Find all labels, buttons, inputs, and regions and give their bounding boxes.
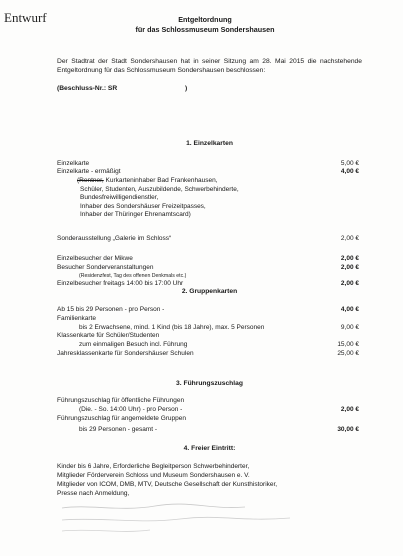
row-label: zum einmaligen Besuch incl. Führung [79,341,188,348]
document-subtitle: für das Schlossmuseum Sondershausen [135,25,275,34]
section-heading-einzelkarten: 1. Einzelkarten [186,140,233,147]
row-label: Jahresklassenkarte für Sondershäuser Schulen [57,350,194,357]
row-label: Führungszuschlag für öffentliche Führungen [57,397,185,404]
row-label: bis 29 Personen - gesamt - [79,426,158,433]
row-label [77,177,218,186]
row-label: Klassenkarte für Schüler/Studenten [57,332,160,339]
row-note: (Residenzfest, Tag des offenen Denkmals etc.) [79,273,187,279]
list-item: Kinder bis 6 Jahre, Erforderliche Begleitperson Schwerbehinderter, [57,463,250,470]
row-price: 2,00 € [340,235,359,242]
freier-eintritt-list [57,462,362,498]
row-label: Schüler, Studenten, Auszubildende, Schwerbehinderte, [80,185,239,193]
section-heading-fuehrungszuschlag: 3. Führungszuschlag [176,380,243,387]
resolution-label: (Beschluss-Nr.: SR [57,85,118,92]
row-price: 2,00 € [340,263,359,271]
intro-paragraph: Der Stadtrat der Stadt Sondershausen hat in seiner Sitzung am 28. Mai 2015 die nachstehende Entgeltordnung für das Schlossmuseum Sondershausen beschlossen: [57,58,362,74]
struck-text: (Rentner, [77,177,104,184]
row-price: 30,00 € [337,426,359,433]
row-label: Einzelkarte - ermäßigt [57,168,121,175]
row-price: 2,00 € [340,406,359,413]
row-price: 15,00 € [337,341,359,348]
row-label: Einzelbesucher der Mikwe [57,255,133,262]
resolution-close: ) [185,85,188,92]
row-label: Inhaber der Thüringer Ehrenamtscard) [80,211,191,218]
row-label: Besucher Sonderveranstaltungen [57,263,154,271]
document-title: Entgeltordnung [178,15,232,24]
row-label: Ab 15 bis 29 Personen - pro Person - [57,306,165,313]
row-label: Einzelkarte [57,160,90,167]
row-label: Inhaber des Sondershäuser Freizeitpasses, [80,202,206,210]
section-heading-gruppenkarten: 2. Gruppenkarten [181,288,238,295]
handwritten-note-scribble [60,500,360,540]
row-price: 4,00 € [340,306,359,313]
list-item: Presse nach Anmeldung, [57,490,130,497]
row-price: 2,00 € [340,255,359,262]
row-label: bis 2 Erwachsene, mind. 1 Kind (bis 18 Jahre), max. 5 Personen [79,323,265,331]
list-item: Mitglieder Förderverein Schloss und Museum Sondershausen e. V. [57,472,250,479]
row-label: Bundesfreiwilligendienstler, [80,194,159,201]
row-label: (Die. - So. 14:00 Uhr) - pro Person - [79,406,183,413]
row-label: Führungszuschlag für angemeldete Gruppen [57,415,186,422]
row-label-rest: Kurkarteninhaber Bad Frankenhausen, [103,177,218,184]
draft-stamp: Entwurf [4,10,47,25]
row-label: Sonderausstellung „Galerie im Schloss“ [57,235,172,242]
row-label: Familienkarte [57,315,97,322]
list-item: Mitglieder von ICOM, DMB, MTV, Deutsche Gesellschaft der Kunsthistoriker, [57,481,278,488]
row-price: 5,00 € [340,160,359,167]
document-header [60,15,350,35]
resolution-number [57,84,362,93]
row-price: 9,00 € [340,323,359,331]
row-price: 4,00 € [340,168,359,175]
row-price: 2,00 € [340,280,359,287]
section-heading-freier-eintritt: 4. Freier Eintritt: [183,445,236,452]
row-price: 25,00 € [337,350,359,357]
row-label: Einzelbesucher freitags 14:00 bis 17:00 Uhr [57,280,184,287]
